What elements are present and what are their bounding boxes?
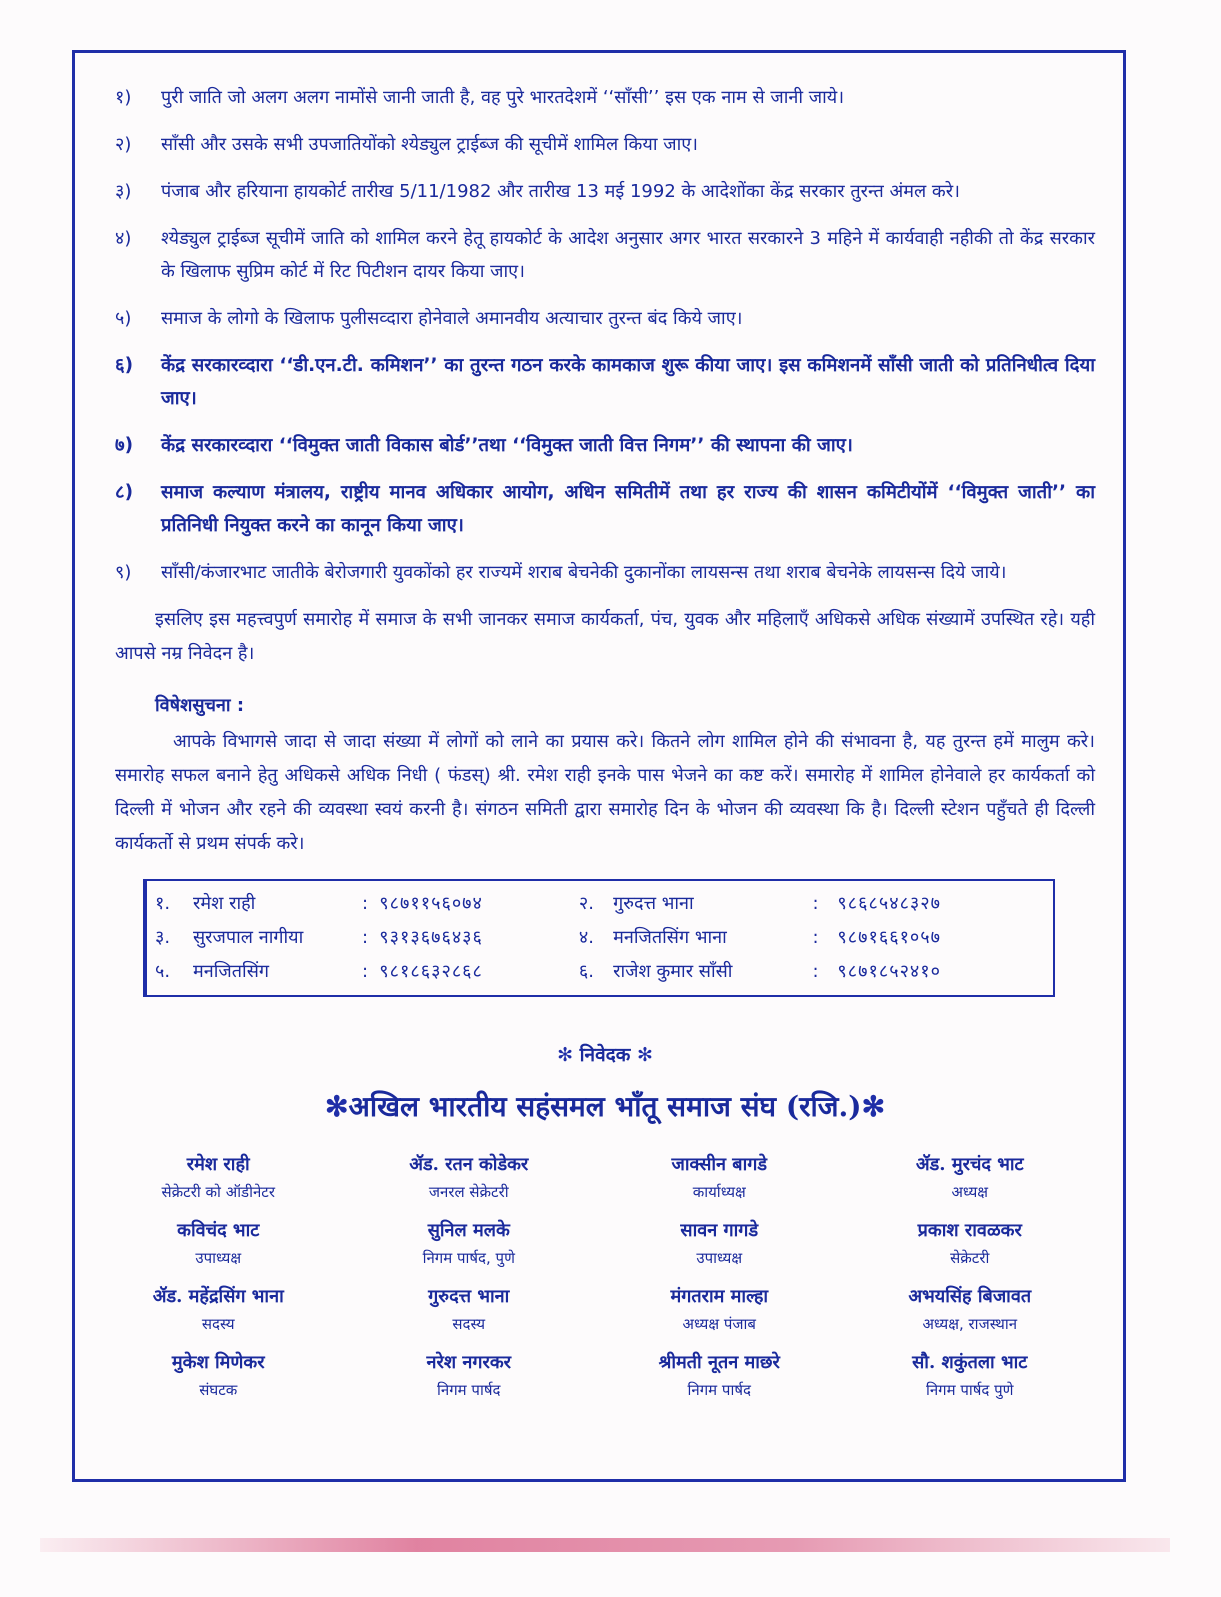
- member-role: निगम पार्षद: [437, 1381, 501, 1399]
- member-role: सदस्य: [201, 1315, 235, 1333]
- demand-text: समाज कल्याण मंत्रालय, राष्ट्रीय मानव अधिकार आयोग, अधिन समितीमें तथा हर राज्य की शासन कमिटीयोंमें ‘‘विमुक्त जाती’’ का प्रतिनिधी नियुक्त करने का कानून किया जाए।: [161, 482, 1095, 536]
- member-name: मंगतराम माल्हा: [670, 1286, 769, 1307]
- nivedak-label: निवेदक: [579, 1044, 631, 1066]
- member-role: जनरल सेक्रेटरी: [428, 1183, 509, 1201]
- demand-number: २): [115, 134, 132, 155]
- member-card: [344, 1283, 595, 1337]
- member-role: अध्यक्ष: [951, 1183, 989, 1201]
- member-name: रमेश राही: [186, 1154, 250, 1175]
- asterisk-icon: ✻: [861, 1090, 886, 1123]
- decorative-band: [40, 1538, 1170, 1552]
- member-role: कार्याध्यक्ष: [692, 1183, 746, 1201]
- demand-item: [115, 349, 1095, 415]
- contact-name: गुरुदत्त भाना: [613, 893, 694, 914]
- demand-item: [115, 81, 1095, 114]
- member-card: [845, 1217, 1096, 1271]
- contact-number: ३.: [155, 927, 171, 948]
- member-card: [93, 1283, 344, 1337]
- member-name: श्रीमती नूतन माछरे: [658, 1352, 780, 1373]
- appeal-paragraph: [115, 603, 1095, 671]
- contact-phone: ९३१३६७६४३६: [379, 927, 483, 948]
- member-role: निगम पार्षद, पुणे: [422, 1249, 515, 1267]
- member-card: [594, 1283, 845, 1337]
- member-role: उपाध्यक्ष: [696, 1249, 743, 1267]
- contact-row: [155, 955, 1037, 989]
- organization-label: अखिल भारतीय सहंसमल भाँतू समाज संघ (रजि.): [348, 1090, 862, 1123]
- contact-colon: :: [812, 961, 819, 982]
- demand-text: केंद्र सरकारव्दारा ‘‘डी.एन.टी. कमिशन’’ का तुरन्त गठन करके कामकाज शुरू कीया जाए। इस कमिशनमें साँसी जाती को प्रतिनिधीत्व दिया जाए।: [161, 355, 1095, 409]
- member-role: अध्यक्ष, राजस्थान: [922, 1315, 1018, 1333]
- member-card: [93, 1349, 344, 1403]
- member-card: [845, 1283, 1096, 1337]
- contact-row: [155, 921, 1037, 955]
- contact-colon: :: [812, 893, 819, 914]
- contact-phone: ९८१८६३२८६८: [379, 961, 483, 982]
- member-name: अभयसिंह बिजावत: [908, 1286, 1032, 1307]
- member-name: सावन गागडे: [680, 1220, 759, 1241]
- contact-number: १.: [155, 893, 171, 914]
- demand-item: [115, 429, 1095, 462]
- member-role: संघटक: [199, 1381, 238, 1399]
- demand-number: ९): [115, 562, 132, 583]
- member-name: ॲड. रतन कोडेकर: [409, 1154, 529, 1175]
- member-role: सेक्रेटरी: [950, 1249, 990, 1267]
- contacts-box: [143, 879, 1055, 997]
- member-role: सेक्रेटरी को ऑडीनेटर: [161, 1183, 275, 1201]
- demand-number: ७): [115, 435, 134, 456]
- demand-text: पुरी जाति जो अलग अलग नामोंसे जानी जाती है, वह पुरे भारतदेशमें ‘‘साँसी’’ इस एक नाम से जानी जाये।: [161, 87, 845, 108]
- contact-name: रमेश राही: [193, 893, 256, 914]
- member-name: सुनिल मलके: [427, 1220, 510, 1241]
- demand-item: [115, 175, 1095, 208]
- member-role: उपाध्यक्ष: [195, 1249, 242, 1267]
- members-grid: [93, 1151, 1095, 1403]
- demand-text: समाज के लोगो के खिलाफ पुलीसव्दारा होनेवाले अमानवीय अत्याचार तुरन्त बंद किये जाए।: [161, 308, 743, 329]
- demand-text: साँसी/कंजारभाट जातीके बेरोजगारी युवकोंको हर राज्यमें शराब बेचनेकी दुकानोंका लायसन्स तथा शराब बेचनेके लायसन्स दिये जाये।: [161, 562, 1007, 583]
- contact-name: मनजितसिंग भाना: [613, 927, 727, 948]
- demand-item: [115, 222, 1095, 288]
- member-name: नरेश नगरकर: [426, 1352, 512, 1373]
- demand-number: १): [115, 87, 132, 108]
- contact-number: ६.: [578, 961, 594, 982]
- member-name: ॲड. महेंद्रसिंग भाना: [152, 1286, 284, 1307]
- member-role: अध्यक्ष पंजाब: [682, 1315, 756, 1333]
- demand-text: श्येड्युल ट्राईब्ज सूचीमें जाति को शामिल करने हेतू हायकोर्ट के आदेश अनुसार अगर भारत सरकारने 3 महिने में कार्यवाही नहीकी तो केंद्र सरकार के खिलाफ सुप्रिम कोर्ट में रिट पिटीशन दायर किया जाए।: [161, 228, 1095, 282]
- member-role: निगम पार्षद: [687, 1381, 751, 1399]
- member-card: [344, 1151, 595, 1205]
- contact-name: मनजितसिंग: [193, 961, 270, 982]
- demand-item: [115, 556, 1095, 589]
- asterisk-icon: ✻: [636, 1044, 653, 1066]
- demand-item: [115, 128, 1095, 161]
- contact-colon: :: [362, 893, 369, 914]
- demand-number: ५): [115, 308, 132, 329]
- asterisk-icon: ✻: [324, 1090, 349, 1123]
- notice-paragraph: [115, 725, 1095, 861]
- demand-text: पंजाब और हरियाना हायकोर्ट तारीख 5/11/1982 और तारीख 13 मई 1992 के आदेशोंका केंद्र सरकार तुरन्त अंमल करे।: [161, 181, 960, 202]
- contact-name: सुरजपाल नागीया: [193, 927, 304, 948]
- contact-phone: ९८७११५६०७४: [379, 893, 483, 914]
- member-name: जाक्सीन बागडे: [671, 1154, 767, 1175]
- contact-colon: :: [362, 927, 369, 948]
- member-name: मुकेश मिणेकर: [171, 1352, 265, 1373]
- member-name: ॲड. मुरचंद भाट: [915, 1154, 1024, 1175]
- member-card: [594, 1217, 845, 1271]
- member-card: [845, 1349, 1096, 1403]
- demand-item: [115, 476, 1095, 542]
- notice-heading: विषेशसुचना :: [155, 695, 245, 716]
- demand-number: ६): [115, 355, 134, 376]
- nivedak-heading: [115, 1041, 1095, 1067]
- member-card: [594, 1151, 845, 1205]
- member-card: [344, 1217, 595, 1271]
- demand-text: केंद्र सरकारव्दारा ‘‘विमुक्त जाती विकास बोर्ड’’तथा ‘‘विमुक्त जाती वित्त निगम’’ की स्थापना की जाए।: [161, 435, 853, 456]
- asterisk-icon: ✻: [557, 1044, 574, 1066]
- member-card: [93, 1151, 344, 1205]
- contact-colon: :: [812, 927, 819, 948]
- organization-name: [115, 1087, 1095, 1125]
- contact-number: २.: [578, 893, 594, 914]
- demand-number: ३): [115, 181, 132, 202]
- demand-item: [115, 302, 1095, 335]
- member-card: [594, 1349, 845, 1403]
- member-card: [93, 1217, 344, 1271]
- contact-phone: ९८६८५४८३२७: [837, 893, 942, 914]
- contact-number: ४.: [578, 927, 594, 948]
- demand-number: ८): [115, 482, 134, 503]
- content: [115, 81, 1095, 1403]
- member-card: [845, 1151, 1096, 1205]
- member-name: कविचंद भाट: [177, 1220, 260, 1241]
- demand-number: ४): [115, 228, 132, 249]
- appeal-text: इसलिए इस महत्त्वपुर्ण समारोह में समाज के सभी जानकर समाज कार्यकर्ता, पंच, युवक और महिलाएँ अधिकसे अधिक संख्यामें उपस्थित रहे। यही आपसे नम्र निवेदन है।: [115, 609, 1095, 664]
- contact-colon: :: [362, 961, 369, 982]
- member-name: प्रकाश रावळकर: [917, 1220, 1022, 1241]
- contact-number: ५.: [155, 961, 171, 982]
- member-role: सदस्य: [452, 1315, 486, 1333]
- demand-text: साँसी और उसके सभी उपजातियोंको श्येड्युल ट्राईब्ज की सूचीमें शामिल किया जाए।: [161, 134, 699, 155]
- contact-phone: ९८७१८५२४१०: [837, 961, 942, 982]
- member-name: सौ. शकुंतला भाट: [912, 1352, 1028, 1373]
- member-card: [344, 1349, 595, 1403]
- member-name: गुरुदत्त भाना: [428, 1286, 510, 1307]
- demands-list: [115, 81, 1095, 589]
- member-role: निगम पार्षद पुणे: [925, 1381, 1014, 1399]
- contact-name: राजेश कुमार साँसी: [613, 961, 733, 982]
- notice-text: आपके विभागसे जादा से जादा संख्या में लोगों को लाने का प्रयास करे। कितने लोग शामिल होने की संभावना है, यह तुरन्त हमें मालुम करे। समारोह सफल बनाने हेतु अधिकसे अधिक निधी ( फंडस्) श्री. रमेश राही इनके पास भेजने का कष्ट करें। समारोह में शामिल होनेवाले हर कार्यकर्ता को दिल्ली में भोजन और रहने की व्यवस्था स्वयं करनी है। संगठन समिती द्वारा समारोह दिन के भोजन की व्यवस्था कि है। दिल्ली स्टेशन पहुँचते ही दिल्ली कार्यकर्तो से प्रथम संपर्क करे।: [115, 731, 1095, 854]
- contact-row: [155, 887, 1037, 921]
- page-border: [72, 50, 1126, 1482]
- contact-phone: ९८७१६६१०५७: [837, 927, 942, 948]
